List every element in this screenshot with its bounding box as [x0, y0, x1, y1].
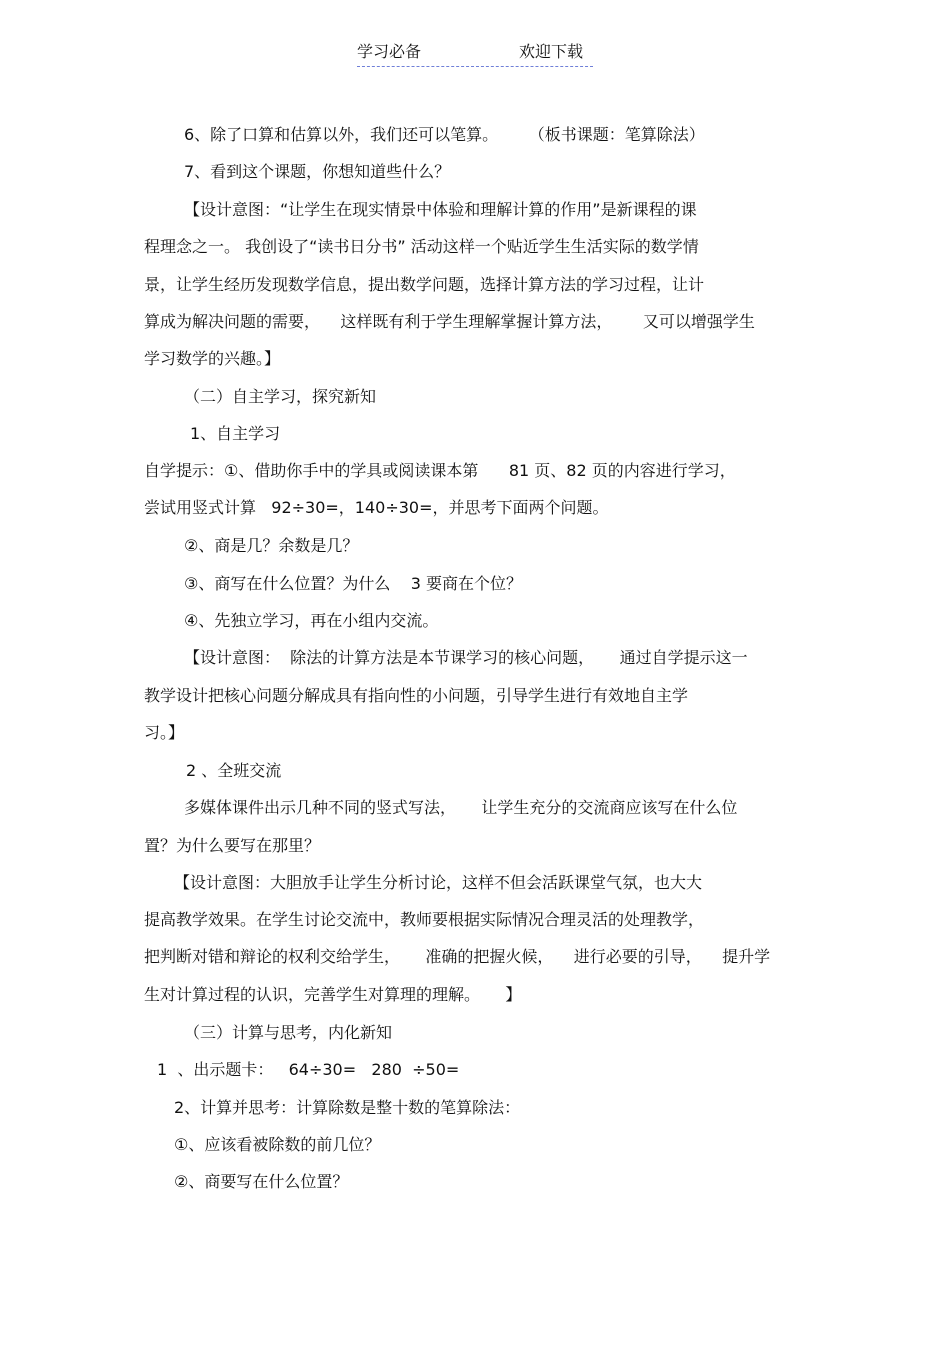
text-line: 景，让学生经历发现数学信息，提出数学问题，选择计算方法的学习过程，让计	[144, 275, 705, 294]
text-line: 生对计算过程的认识，完善学生对算理的理解。 】	[144, 985, 522, 1004]
text-line: 7、看到这个课题，你想知道些什么？	[184, 162, 451, 181]
header-right-text: 欢迎下载	[519, 42, 584, 61]
text-line: 学习数学的兴趣。】	[144, 349, 281, 368]
text-line: 置？为什么要写在那里？	[144, 836, 321, 855]
subsection-heading: 1、自主学习	[190, 424, 281, 443]
text-line: 【设计意图： 除法的计算方法是本节课学习的核心问题， 通过自学提示这一	[184, 648, 748, 667]
text-line: 【设计意图：大胆放手让学生分析讨论，这样不但会活跃课堂气氛，也大大	[174, 873, 703, 892]
text-line: 把判断对错和辩论的权利交给学生， 准确的把握火候， 进行必要的引导， 提升学	[144, 947, 771, 966]
text-line: ③、商写在什么位置？为什么 3 要商在个位？	[184, 574, 522, 593]
text-line: 尝试用竖式计算 92÷30=，140÷30=，并思考下面两个问题。	[144, 498, 609, 517]
text-line: 自学提示：①、借助你手中的学具或阅读课本第 81 页、82 页的内容进行学习，	[144, 461, 736, 480]
text-line: 提高教学效果。在学生讨论交流中，教师要根据实际情况合理灵活的处理教学，	[144, 910, 705, 929]
text-line: ①、应该看被除数的前几位？	[174, 1135, 381, 1154]
section-heading: （二）自主学习，探究新知	[184, 387, 377, 406]
text-line: 1 、出示题卡： 64÷30= 280 ÷50=	[157, 1060, 460, 1079]
subsection-heading: 2 、全班交流	[186, 761, 282, 780]
text-line: 【设计意图：“让学生在现实情景中体验和理解计算的作用”是新课程的课	[184, 200, 697, 219]
text-line: ②、商要写在什么位置？	[174, 1172, 349, 1191]
text-line: 6、除了口算和估算以外，我们还可以笔算。 （板书课题：笔算除法）	[184, 125, 705, 144]
text-line: 教学设计把核心问题分解成具有指向性的小问题，引导学生进行有效地自主学	[144, 686, 689, 705]
text-line: 程理念之一。 我创设了“读书日分书” 活动这样一个贴近学生生活实际的数学情	[144, 237, 699, 256]
header-left-text: 学习必备	[357, 42, 422, 61]
text-line: ②、商是几？余数是几？	[184, 536, 359, 555]
page-header	[357, 42, 593, 67]
text-line: 习。】	[144, 723, 185, 742]
text-line: 2、计算并思考：计算除数是整十数的笔算除法：	[174, 1098, 521, 1117]
text-line: 多媒体课件出示几种不同的竖式写法， 让学生充分的交流商应该写在什么位	[184, 798, 738, 817]
section-heading: （三）计算与思考，内化新知	[184, 1023, 393, 1042]
text-line: ④、先独立学习，再在小组内交流。	[184, 611, 439, 630]
text-line: 算成为解决问题的需要， 这样既有利于学生理解掌握计算方法， 又可以增强学生	[144, 312, 755, 331]
